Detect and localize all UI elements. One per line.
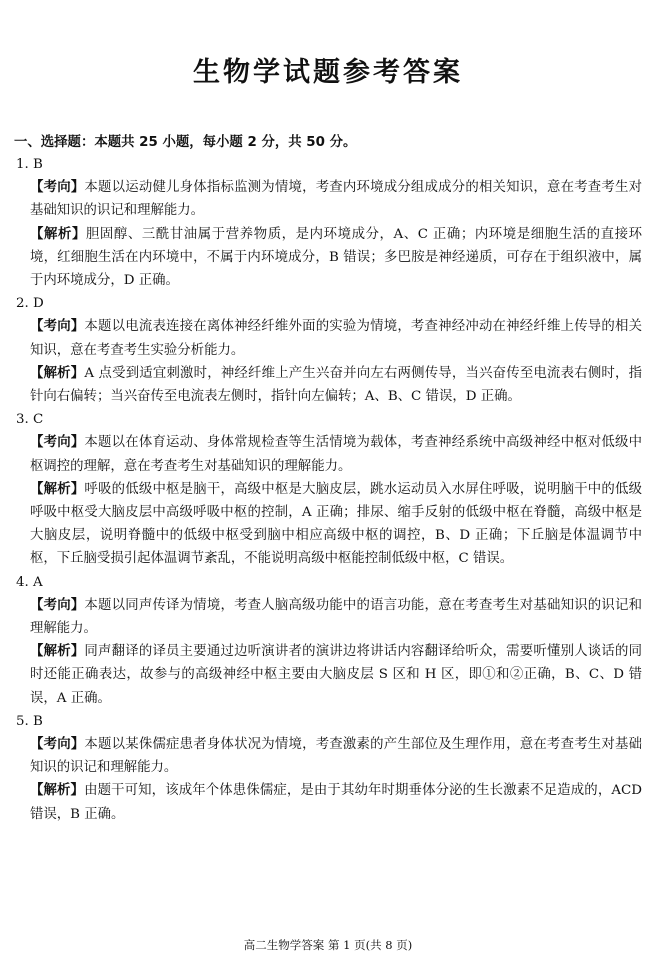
kaoxiang-tag: 【考向】 <box>30 435 85 451</box>
jiexi-paragraph <box>14 640 642 710</box>
kaoxiang-paragraph <box>14 176 642 222</box>
question-block-5 <box>14 710 642 826</box>
question-number: 4. A <box>16 574 43 590</box>
question-block-1 <box>14 153 642 292</box>
kaoxiang-paragraph <box>14 594 642 640</box>
kaoxiang-text: 本题以运动健儿身体指标监测为情境，考查内环境成分组成成分的相关知识，意在考查考生对基础知识的识记和理解能力。 <box>30 180 642 219</box>
page-title: 生物学试题参考答案 <box>193 57 463 88</box>
question-number: 3. C <box>16 412 44 428</box>
jiexi-tag: 【解析】 <box>30 644 85 660</box>
question-block-3 <box>14 408 642 570</box>
jiexi-text: 由题干可知，该成年个体患侏儒症，是由于其幼年时期垂体分泌的生长激素不足造成的，ACD 错误，B 正确。 <box>30 783 642 822</box>
answer-list <box>14 153 642 826</box>
jiexi-tag: 【解析】 <box>30 481 85 497</box>
jiexi-tag: 【解析】 <box>30 365 85 381</box>
question-block-2 <box>14 292 642 408</box>
jiexi-tag: 【解析】 <box>30 226 86 242</box>
jiexi-paragraph <box>14 779 642 825</box>
page-footer: 高二生物学答案 第 1 页(共 8 页) <box>243 938 413 952</box>
jiexi-paragraph <box>14 478 642 571</box>
jiexi-paragraph <box>14 362 642 408</box>
question-number: 5. B <box>16 713 43 729</box>
jiexi-text: A 点受到适宜刺激时，神经纤维上产生兴奋并向左右两侧传导，当兴奋传至电流表右侧时，指针向右偏转；当兴奋传至电流表左侧时，指针向左偏转；A、B、C 错误，D 正确。 <box>30 365 642 405</box>
jiexi-text: 胆固醇、三酰甘油属于营养物质，是内环境成分，A、C 正确；内环境是细胞生活的直接环境，红细胞生活在内环境中，不属于内环境成分，B 错误；多巴胺是神经递质，可存在于组织液中，属于内环境成分，D 正确。 <box>30 226 643 289</box>
jiexi-text: 同声翻译的译员主要通过边听演讲者的演讲边将讲话内容翻译给听众，需要听懂别人谈话的同时还能正确表达，故参与的高级神经中枢主要由大脑皮层 S 区和 H 区，即①和②正确，B、C、D 错误，A 正确。 <box>30 644 642 706</box>
kaoxiang-tag: 【考向】 <box>30 737 85 753</box>
section-heading: 一、选择题：本题共 25 小题，每小题 2 分，共 50 分。 <box>14 135 357 150</box>
jiexi-text: 呼吸的低级中枢是脑干，高级中枢是大脑皮层，跳水运动员入水屏住呼吸，说明脑干中的低级呼吸中枢受大脑皮层中高级呼吸中枢的控制，A 正确；排尿、缩手反射的低级中枢在脊髓，高级中枢是大脑皮层，说明脊髓中的低级中枢受到脑中相应高级中枢的调控，B、D 正确；下丘脑是体温调节中枢，下丘脑受损引起体温调节紊乱，不能说明高级中枢能控制低级中枢，C 错误。 <box>30 481 642 567</box>
kaoxiang-text: 本题以在体育运动、身体常规检查等生活情境为载体，考查神经系统中高级神经中枢对低级中枢调控的理解，意在考查考生对基础知识的理解能力。 <box>30 435 642 474</box>
kaoxiang-tag: 【考向】 <box>30 180 85 196</box>
kaoxiang-tag: 【考向】 <box>30 319 85 335</box>
kaoxiang-text: 本题以电流表连接在离体神经纤维外面的实验为情境，考查神经冲动在神经纤维上传导的相关知识，意在考查考生实验分析能力。 <box>30 319 642 358</box>
question-number: 1. B <box>16 157 43 172</box>
jiexi-paragraph <box>14 223 642 293</box>
kaoxiang-paragraph <box>14 733 642 779</box>
question-number: 2. D <box>16 296 44 312</box>
question-block-4 <box>14 571 642 710</box>
kaoxiang-text: 本题以某侏儒症患者身体状况为情境，考查激素的产生部位及生理作用，意在考查考生对基础知识的识记和理解能力。 <box>30 737 642 776</box>
jiexi-tag: 【解析】 <box>30 783 85 799</box>
kaoxiang-paragraph <box>14 315 642 361</box>
kaoxiang-text: 本题以同声传译为情境，考查人脑高级功能中的语言功能，意在考查考生对基础知识的识记和理解能力。 <box>30 597 642 637</box>
kaoxiang-tag: 【考向】 <box>30 597 85 613</box>
kaoxiang-paragraph <box>14 431 642 477</box>
